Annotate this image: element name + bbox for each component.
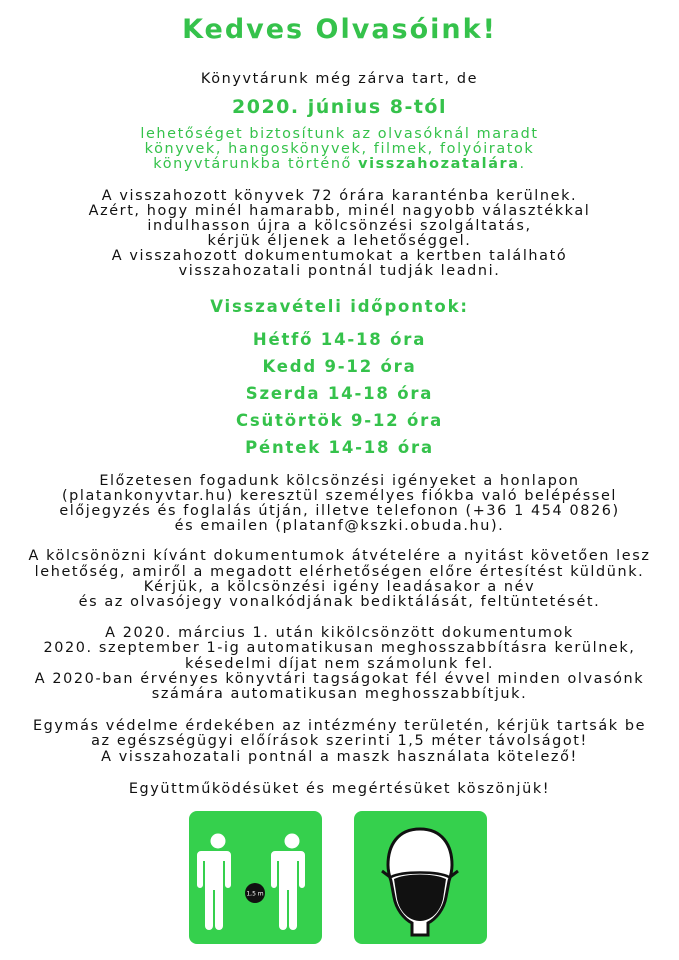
safety-line-2: az egészségügyi előírások szerinti 1,5 méter távolságot!: [91, 733, 588, 749]
schedule-day: Csütörtök 9-12 óra: [235, 411, 444, 430]
pickup-line-2: lehetőség, amiről a megadott elérhetőségen előre értesítést küldünk.: [34, 564, 645, 580]
safety-line-3: A visszahozatali pontnál a maszk használata kötelező!: [101, 749, 578, 765]
extension-line-2: 2020. szeptember 1-ig automatikusan meghosszabbításra kerülnek,: [43, 640, 636, 656]
person-icon: [197, 834, 231, 931]
quarantine-line-3: indulhasson újra a kölcsönzési szolgáltatás,: [147, 218, 532, 234]
intro-green-prefix: könyvtárunkba történő: [153, 156, 359, 172]
extension-line-4: A 2020-ban érvényes könyvtári tagságokat fél évvel minden olvasónk: [34, 671, 645, 687]
intro-green-bold: visszahozatalára: [358, 156, 520, 172]
intro-line: Könyvtárunk még zárva tart, de: [200, 71, 479, 87]
social-distance-icon: [189, 811, 322, 944]
schedule-day: Szerda 14-18 óra: [245, 384, 434, 403]
quarantine-line-2: Azért, hogy minél hamarabb, minél nagyobb választékkal: [88, 203, 591, 219]
intro-green-suffix: .: [519, 156, 526, 172]
reservation-line-3: előjegyzés és foglalás útján, illetve telefonon (+36 1 454 0826): [59, 503, 620, 519]
reservation-line-2: (platankonyvtar.hu) keresztül személyes fiókba való belépéssel: [61, 488, 618, 504]
safety-line-1: Egymás védelme érdekében az intézmény területén, kérjük tartsák be: [32, 718, 647, 734]
quarantine-line-5: A visszahozott dokumentumokat a kertben található: [111, 248, 568, 264]
extension-line-1: A 2020. március 1. után kikölcsönzött dokumentumok: [105, 625, 574, 641]
reservation-line-4: és emailen (platanf@kszki.obuda.hu).: [174, 518, 505, 534]
schedule-day: Péntek 14-18 óra: [245, 438, 434, 457]
intro-green-line-1: lehetőséget biztosítunk az olvasóknál maradt: [140, 126, 539, 142]
reopen-date: 2020. június 8-tól: [232, 96, 447, 118]
schedule-day: Kedd 9-12 óra: [262, 357, 417, 376]
face-mask-icon: [354, 811, 487, 944]
quarantine-line-4: kérjük éljenek a lehetőséggel.: [207, 233, 472, 249]
schedule-day: Hétfő 14-18 óra: [252, 330, 427, 349]
pickup-line-3: Kérjük, a kölcsönzési igény leadásakor a név: [143, 579, 536, 595]
quarantine-line-6: visszahozatali pontnál tudják leadni.: [178, 263, 501, 279]
extension-line-5: számára automatikusan meghosszabbítjuk.: [151, 686, 528, 702]
extension-line-3: késedelmi díjat nem számolunk fel.: [184, 656, 495, 672]
pickup-line-1: A kölcsönözni kívánt dokumentumok átvételére a nyitást követően lesz: [28, 548, 651, 564]
quarantine-line-1: A visszahozott könyvek 72 órára karanténba kerülnek.: [101, 188, 578, 204]
person-icon: [271, 834, 305, 931]
reservation-line-1: Előzetesen fogadunk kölcsönzési igényeket a honlapon: [99, 473, 580, 489]
thanks-line: Együttműködésüket és megértésüket köszönjük!: [128, 781, 551, 797]
intro-green-line-2: könyvek, hangoskönyvek, filmek, folyóiratok: [144, 141, 535, 157]
distance-label: 1,5 m: [246, 890, 264, 898]
schedule-heading: Visszavételi időpontok:: [210, 297, 469, 316]
page-title: Kedves Olvasóink!: [182, 14, 497, 45]
pickup-line-4: és az olvasójegy vonalkódjának bediktálását, feltüntetését.: [78, 594, 601, 610]
intro-green-line-3: [0, 157, 679, 172]
